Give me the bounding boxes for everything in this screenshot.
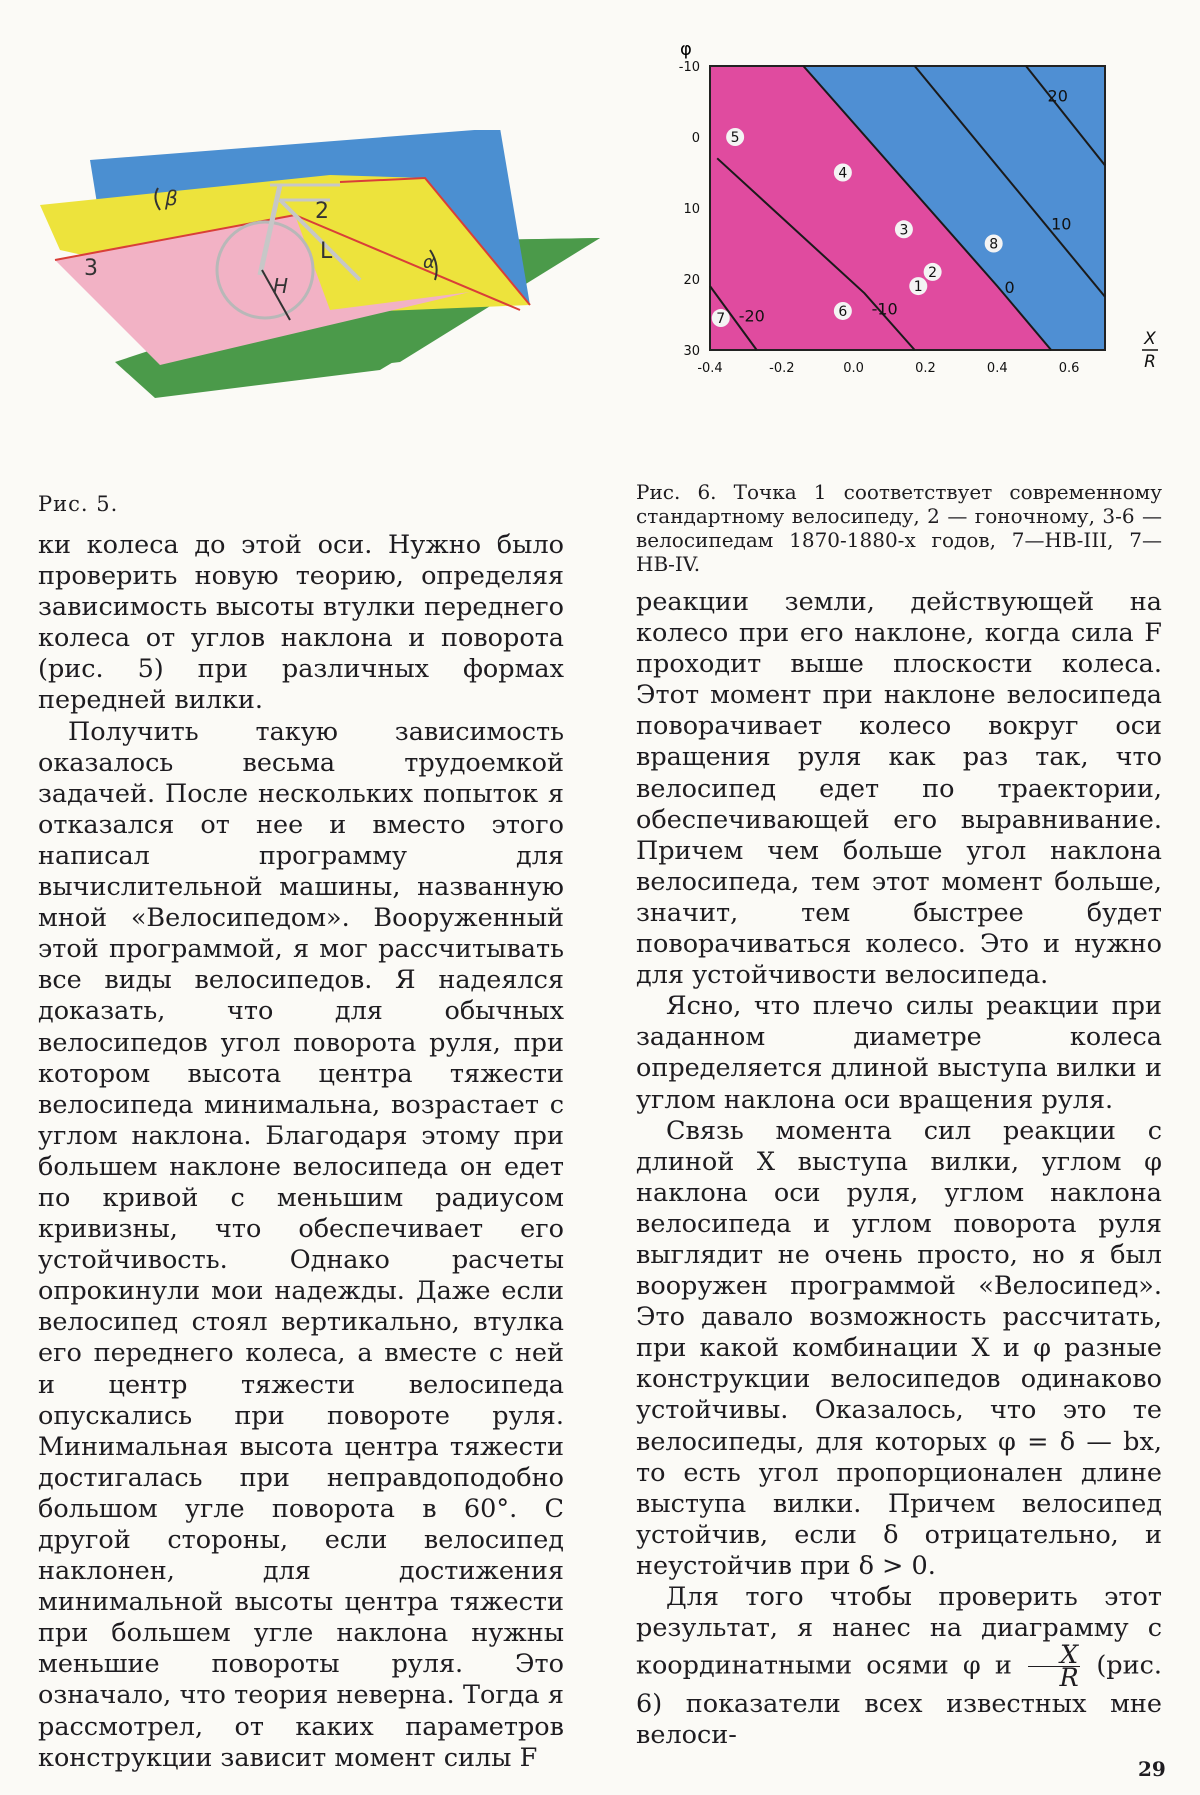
x-tick-label: -0.4 bbox=[697, 361, 723, 376]
figure-5-caption: Рис. 5. bbox=[38, 492, 119, 516]
label-three: 3 bbox=[84, 256, 98, 281]
label-H: H bbox=[273, 274, 289, 298]
data-point-label: 3 bbox=[899, 222, 909, 239]
contour-label: -20 bbox=[738, 306, 765, 326]
paragraph-4: Ясно, что плечо силы реакции при заданном диаметре колеса определяется длиной выступа вилки и углом наклона оси вращения руля. bbox=[636, 991, 1162, 1115]
right-column bbox=[636, 587, 1162, 1751]
label-two: 2 bbox=[315, 199, 329, 224]
paragraph-6-end: (рис. 6) показатели всех известных мне велоси- bbox=[636, 1650, 1162, 1751]
paragraph-6 bbox=[636, 1582, 1162, 1751]
data-point-label: 4 bbox=[838, 165, 848, 182]
label-L: L bbox=[320, 239, 333, 264]
y-tick-label: 30 bbox=[683, 344, 700, 359]
fraction-denominator: R bbox=[1059, 1663, 1079, 1694]
data-point-label: 2 bbox=[928, 264, 938, 281]
y-tick-label: 10 bbox=[683, 202, 700, 217]
data-point-label: 1 bbox=[913, 279, 923, 296]
x-tick-label: 0.6 bbox=[1058, 361, 1080, 376]
y-tick-label: 0 bbox=[691, 131, 700, 146]
fraction-x-over-r bbox=[1028, 1640, 1080, 1694]
paragraph-2: Получить такую зависимость оказалось весьма трудоемкой задачей. После нескольких попыток я отказался от нее и вместо этого написал программу для вычислительной машины, названную мной «Велосипедом». Вооруженный этой программой, я мог рассчитывать все виды велосипедов. Я надеялся доказать, что для обычных велосипедов угол поворота руля, при котором высота центра тяжести велосипеда минимальна, возрастает с углом наклона. Благодаря этому при большем наклоне велосипеда он едет по кривой с меньшим радиусом кривизны, что обеспечивает его устойчивость. Однако расчеты опрокинули мои надежды. Даже если велосипед стоял вертикально, втулка его переднего колеса, а вместе с ней и центр тяжести велосипеда опускались при повороте руля. Минимальная высота центра тяжести достигалась при неправдоподобно большом угле поворота в 60°. С другой стороны, если велосипед наклонен, для достижения минимальной высоты центра тяжести при большем угле наклона нужны меньшие повороты руля. Это означало, что теория неверна. Тогда я рассмотрел, от каких параметров конструкции зависит момент силы F bbox=[38, 716, 564, 1773]
x-tick-label: -0.2 bbox=[769, 361, 795, 376]
paragraph-6-start: Для того чтобы проверить этот результат, я нанес на диаграмму с координатными осями φ и bbox=[636, 1582, 1162, 1681]
paragraph-5: Связь момента сил реакции с длиной X выступа вилки, углом φ наклона оси руля, углом наклона велосипеда и углом поворота руля выглядит не очень просто, но я был вооружен программой «Велосипед». Это давало возможность рассчитать, при какой комбинации X и φ разные конструкции велосипедов одинаково устойчивы. Оказалось, что это те велосипеды, для которых φ = δ — bx, то есть угол пропорционален длине выступа вилки. Причем велосипед устойчив, если δ отрицательно, и неустойчив при δ > 0. bbox=[636, 1115, 1162, 1581]
x-tick-label: 0.0 bbox=[843, 361, 864, 376]
fraction-numerator: X bbox=[1028, 1644, 1080, 1667]
chart-plot-area bbox=[679, 60, 1158, 376]
paragraph-3: реакции земли, действующей на колесо при его наклоне, когда сила F проходит выше плоскости колеса. Этот момент при наклоне велосипеда поворачивает колесо вокруг оси вращения руля как раз так, что велосипед едет по траектории, обеспечивающей его выравнивание. Причем чем больше угол наклона велосипеда, тем этот момент больше, значит, тем быстрее будет поворачиваться колесо. Это и нужно для устойчивости велосипеда. bbox=[636, 587, 1162, 991]
figure-6-chart bbox=[640, 30, 1180, 450]
label-alpha: α bbox=[423, 252, 435, 273]
contour-label: -10 bbox=[871, 299, 898, 319]
figure-6-caption: Рис. 6. Точка 1 соответствует современному стандартному велосипеду, 2 — гоночному, 3-6 — велосипедам 1870-1880-х годов, 7—НВ-III, 7—НВ-IV. bbox=[636, 480, 1162, 576]
label-beta: β bbox=[165, 186, 178, 210]
figure-5-illustration bbox=[40, 130, 610, 430]
contour-label: 20 bbox=[1047, 86, 1068, 106]
x-tick-label: 0.2 bbox=[915, 361, 936, 376]
data-point-label: 8 bbox=[989, 236, 999, 253]
y-tick-label: 20 bbox=[683, 273, 700, 288]
paragraph-1: ки колеса до этой оси. Нужно было проверить новую теорию, определяя зависимость высоты втулки переднего колеса от углов наклона и поворота (рис. 5) при различных формах передней вилки. bbox=[38, 530, 564, 716]
page-number: 29 bbox=[1138, 1757, 1166, 1781]
x-axis-label-denominator: R bbox=[1144, 352, 1156, 372]
y-tick-label: -10 bbox=[678, 60, 700, 75]
contour-label: 0 bbox=[1004, 278, 1015, 298]
data-point-label: 7 bbox=[716, 311, 726, 328]
data-point-label: 6 bbox=[838, 303, 848, 320]
y-axis-label: φ bbox=[680, 39, 692, 60]
x-tick-label: 0.4 bbox=[986, 361, 1008, 376]
contour-label: 10 bbox=[1051, 214, 1072, 234]
left-column bbox=[38, 530, 564, 1774]
x-axis-label-numerator: X bbox=[1144, 329, 1156, 349]
data-point-label: 5 bbox=[730, 130, 740, 146]
